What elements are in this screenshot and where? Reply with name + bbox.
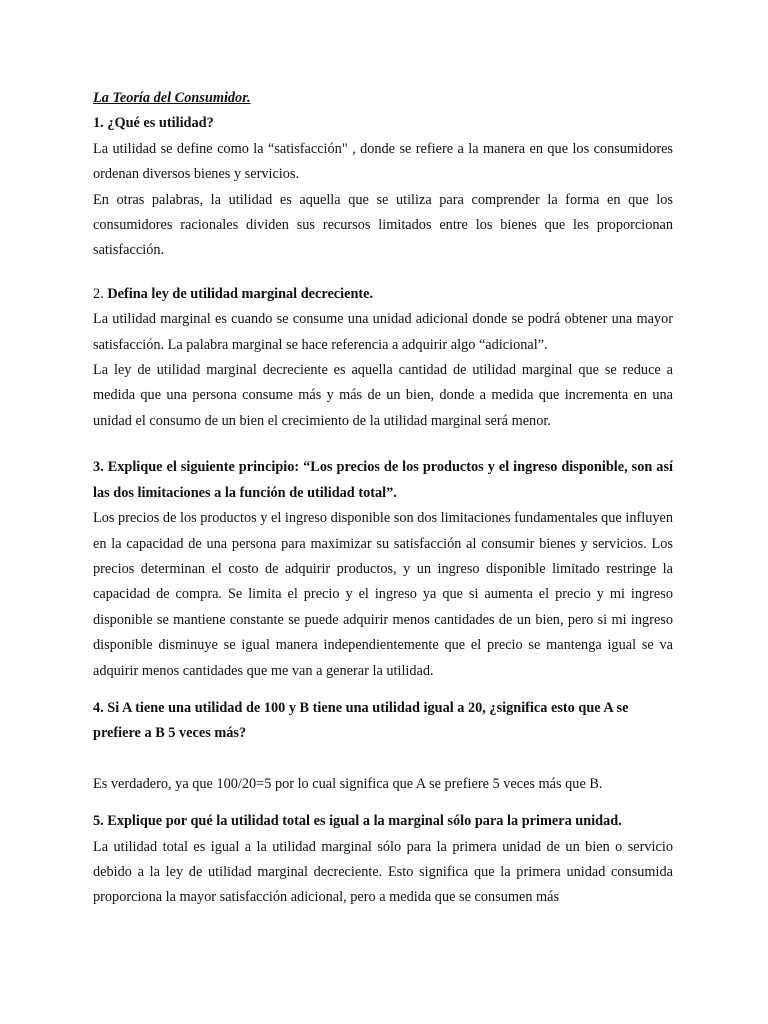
question-5-paragraph-1: La utilidad total es igual a la utilidad marginal sólo para la primera unidad de un bien o servicio debido a la ley de utilidad marginal decreciente. Esto significa que la primera unidad consumida proporciona la mayor satisfacción adicional, pero a medida que se consumen más (93, 838, 673, 906)
question-1-paragraph-2: En otras palabras, la utilidad es aquella que se utiliza para comprender la forma en que los consumidores racionales dividen sus recursos limitados entre los bienes que les proporcionan satisfacción. (93, 191, 673, 259)
question-2-title: Defina ley de utilidad marginal decreciente. (107, 285, 374, 302)
question-2-number: 2. (93, 285, 104, 302)
question-5-heading: 5. Explique por qué la utilidad total es igual a la marginal sólo para la primera unidad. (93, 813, 622, 830)
question-4-answer: Es verdadero, ya que 100/20=5 por lo cual significa que A se prefiere 5 veces más que B. (93, 775, 603, 792)
question-4-heading: 4. Si A tiene una utilidad de 100 y B tiene una utilidad igual a 20, ¿significa esto que A se prefiere a B 5 veces más? (93, 699, 629, 742)
question-2-paragraph-2: La ley de utilidad marginal decreciente es aquella cantidad de utilidad marginal que se reduce a medida que una persona consume más y más de un bien, donde a medida que incrementa en una unidad el consumo de un bien el crecimiento de la utilidad marginal será menor. (93, 362, 673, 429)
question-2-heading (93, 282, 673, 307)
question-2-paragraph-1: La utilidad marginal es cuando se consume una unidad adicional donde se podrá obtener una mayor satisfacción. La palabra marginal se hace referencia a adquirir algo “adicional”. (93, 311, 673, 353)
question-3-paragraph-1: Los precios de los productos y el ingreso disponible son dos limitaciones fundamentales que influyen en la capacidad de una persona para maximizar su satisfacción al consumir bienes y servicios. Los precios determinan el costo de adquirir productos, y un ingreso disponible limitado restringe la capacidad de compra. Se limita el precio y el ingreso ya que si aumenta el precio y mi ingreso disponible se mantiene constante se puede adquirir menos cantidades de un bien, pero si mi ingreso disponible disminuye se igual manera independientemente que el precio se mantenga igual se va adquirir menos cantidades que me van a generar la utilidad. (93, 510, 673, 679)
document-page (93, 86, 673, 911)
question-1-heading: 1. ¿Qué es utilidad? (93, 115, 214, 132)
document-title: La Teoría del Consumidor. (93, 90, 251, 106)
question-3-heading: 3. Explique el siguiente principio: “Los precios de los productos y el ingreso disponible, son así las dos limitaciones a la función de utilidad total”. (93, 459, 673, 501)
question-1-paragraph-1: La utilidad se define como la “satisfacción" , donde se refiere a la manera en que los consumidores ordenan diversos bienes y servicios. (93, 140, 673, 183)
